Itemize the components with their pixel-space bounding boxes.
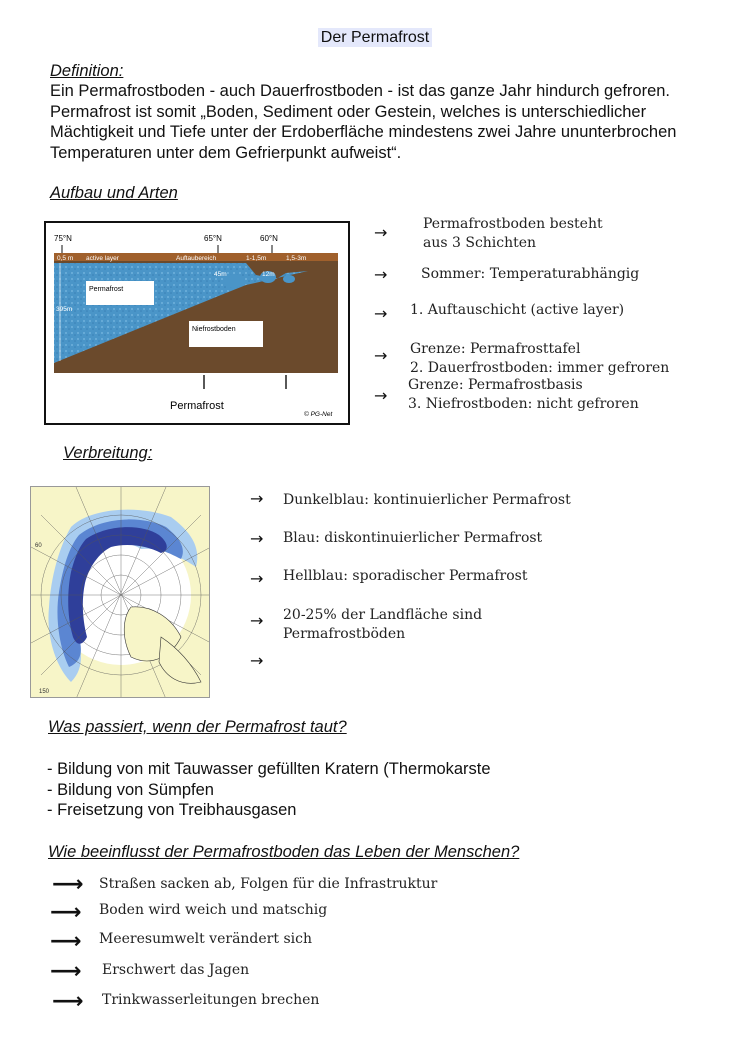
niefrost-box [189, 321, 263, 347]
map-grid-label: 60 [35, 543, 42, 549]
depth-12-label: 12m [262, 271, 275, 278]
list-item: Straßen sacken ab, Folgen für die Infrastruktur [99, 876, 438, 892]
definition-line: Ein Permafrostboden - auch Dauerfrostboden - ist das ganze Jahr hindurch gefroren. [50, 82, 671, 100]
definition-line: Permafrost ist somit „Boden, Sediment oder Gestein, welches is unterschiedlicher [50, 102, 647, 121]
aufbau-note: Grenze: Permafrosttafel 2. Dauerfrostboden: immer gefroren [410, 341, 670, 376]
aufbau-note: Permafrostboden besteht aus 3 Schichten [423, 216, 603, 251]
verbreitung-heading: Verbreitung: [63, 444, 153, 462]
note-arrow-icon: → [250, 529, 264, 548]
active-layer-label: active layer [86, 255, 119, 262]
definition-line: Mächtigkeit und Tiefe unter der Erdoberfläche mindestens zwei Jahre ununterbrochen [50, 123, 677, 141]
note-arrow-icon: → [374, 223, 388, 242]
range-2-label: 1,5-3m [286, 255, 307, 262]
arrow-icon: ⟶ [52, 989, 84, 1014]
range-1-label: 1-1,5m [246, 255, 267, 262]
list-item: Trinkwasserleitungen brechen [102, 992, 320, 1008]
tauen-list [47, 759, 491, 821]
map-svg [31, 487, 210, 698]
permafrost-box-label: Permafrost [89, 286, 124, 293]
note-arrow-icon: → [374, 386, 388, 405]
note-arrow-icon: → [250, 489, 264, 508]
arrow-icon: ⟶ [50, 900, 82, 925]
cross-section-svg [46, 223, 348, 423]
permafrost-patch [283, 275, 295, 283]
note-arrow-icon: → [250, 569, 264, 588]
aufbau-heading: Aufbau und Arten [50, 184, 178, 202]
depth-45-label: 45m [214, 271, 227, 278]
note-arrow-icon: → [374, 304, 388, 323]
note-arrow-icon: → [250, 651, 264, 670]
definition-line: Temperaturen unter dem Gefrierpunkt aufweist“. [50, 143, 402, 162]
arrow-icon: ⟶ [50, 959, 82, 984]
definition-heading: Definition: [50, 62, 124, 80]
verbreitung-note: Dunkelblau: kontinuierlicher Permafrost [283, 492, 571, 508]
diagram-caption: Permafrost [170, 400, 224, 412]
verbreitung-note: Blau: diskontinuierlicher Permafrost [283, 530, 543, 546]
niefrost-box-label: Niefrostboden [192, 326, 236, 333]
list-item: Boden wird weich und matschig [99, 902, 328, 918]
permafrost-patch [224, 274, 244, 288]
list-item: - Bildung von Sümpfen [47, 780, 214, 799]
permafrost-box [86, 281, 154, 305]
aufbau-note: Grenze: Permafrostbasis 3. Niefrostboden: nicht gefroren [408, 377, 639, 412]
tauen-heading: Was passiert, wenn der Permafrost taut? [48, 718, 347, 736]
map-grid-label: 150 [39, 689, 50, 695]
latitude-65-label: 65°N [204, 234, 222, 243]
verbreitung-note: Hellblau: sporadischer Permafrost [283, 568, 528, 584]
auftaubereich-label: Auftaubereich [176, 255, 217, 262]
latitude-75-label: 75°N [54, 234, 72, 243]
aufbau-note: 1. Auftauschicht (active layer) [410, 302, 625, 318]
arrow-icon: ⟶ [52, 872, 84, 897]
list-item: Erschwert das Jagen [102, 962, 250, 978]
diagram-credit: © PG-Net [304, 411, 333, 418]
definition-text [50, 81, 740, 163]
verbreitung-note: 20-25% der Landfläche sind Permafrostböden [283, 607, 483, 642]
active-layer-depth-label: 0,5 m [57, 255, 74, 262]
note-arrow-icon: → [374, 265, 388, 284]
menschen-heading: Wie beeinflusst der Permafrostboden das Leben der Menschen? [48, 843, 520, 861]
latitude-60-label: 60°N [260, 234, 278, 243]
list-item: Meeresumwelt verändert sich [99, 931, 312, 947]
arrow-icon: ⟶ [50, 929, 82, 954]
note-arrow-icon: → [250, 611, 264, 630]
arctic-permafrost-map [30, 486, 210, 698]
note-arrow-icon: → [374, 346, 388, 365]
permafrost-cross-section-diagram [44, 221, 350, 425]
page-title: Der Permafrost [0, 29, 750, 47]
depth-395-label: 395m [56, 306, 73, 313]
list-item: - Bildung von mit Tauwasser gefüllten Kratern (Thermokarste [47, 760, 491, 778]
list-item: - Freisetzung von Treibhausgasen [47, 801, 297, 819]
aufbau-note: Sommer: Temperaturabhängig [421, 266, 640, 282]
